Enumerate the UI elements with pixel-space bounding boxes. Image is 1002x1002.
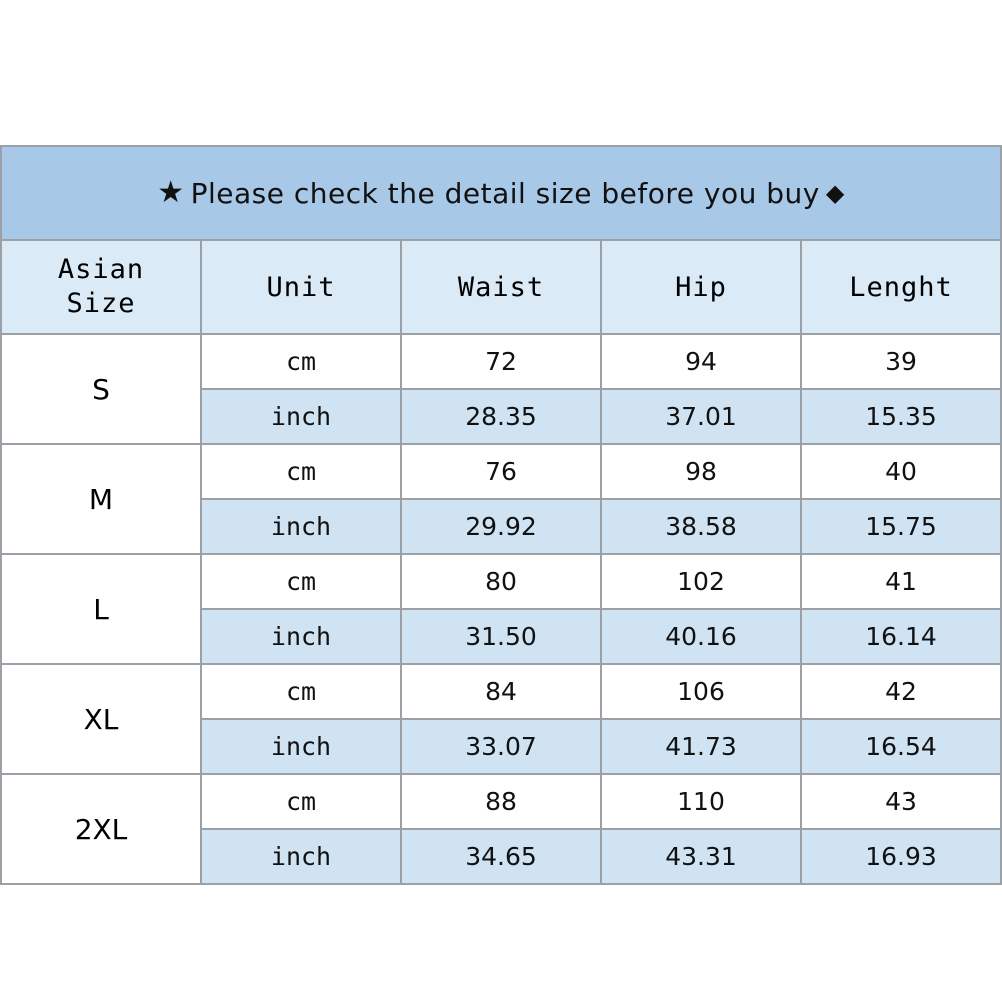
waist-value: 34.65 — [401, 829, 601, 884]
table-row — [1, 554, 1001, 609]
hip-value: 38.58 — [601, 499, 801, 554]
length-value: 43 — [801, 774, 1001, 829]
length-value: 39 — [801, 334, 1001, 389]
header-asian-size-line2: Size — [66, 288, 136, 319]
waist-value: 84 — [401, 664, 601, 719]
banner-cell — [1, 146, 1001, 240]
size-label: XL — [1, 664, 201, 774]
hip-value: 37.01 — [601, 389, 801, 444]
table-row — [1, 334, 1001, 389]
hip-value: 43.31 — [601, 829, 801, 884]
unit-label: cm — [201, 774, 401, 829]
waist-value: 31.50 — [401, 609, 601, 664]
header-hip: Hip — [601, 240, 801, 334]
unit-label: inch — [201, 499, 401, 554]
header-asian-size — [1, 240, 201, 334]
banner-text: Please check the detail size before you buy — [190, 176, 820, 210]
unit-label: inch — [201, 719, 401, 774]
table-row — [1, 444, 1001, 499]
length-value: 16.93 — [801, 829, 1001, 884]
unit-label: cm — [201, 664, 401, 719]
waist-value: 33.07 — [401, 719, 601, 774]
waist-value: 88 — [401, 774, 601, 829]
banner-row — [1, 146, 1001, 240]
star-icon: ★ — [157, 175, 185, 210]
header-asian-size-line1: Asian — [57, 254, 145, 286]
waist-value: 29.92 — [401, 499, 601, 554]
table-row — [1, 774, 1001, 829]
waist-value: 76 — [401, 444, 601, 499]
unit-label: cm — [201, 334, 401, 389]
unit-label: cm — [201, 444, 401, 499]
length-value: 41 — [801, 554, 1001, 609]
hip-value: 102 — [601, 554, 801, 609]
hip-value: 41.73 — [601, 719, 801, 774]
waist-value: 28.35 — [401, 389, 601, 444]
unit-label: inch — [201, 389, 401, 444]
size-label: L — [1, 554, 201, 664]
header-unit: Unit — [201, 240, 401, 334]
header-length: Lenght — [801, 240, 1001, 334]
unit-label: inch — [201, 609, 401, 664]
size-label: 2XL — [1, 774, 201, 884]
length-value: 15.35 — [801, 389, 1001, 444]
hip-value: 106 — [601, 664, 801, 719]
size-label: M — [1, 444, 201, 554]
waist-value: 72 — [401, 334, 601, 389]
size-label: S — [1, 334, 201, 444]
length-value: 16.54 — [801, 719, 1001, 774]
hip-value: 94 — [601, 334, 801, 389]
length-value: 16.14 — [801, 609, 1001, 664]
table-row — [1, 664, 1001, 719]
hip-value: 110 — [601, 774, 801, 829]
length-value: 42 — [801, 664, 1001, 719]
header-row — [1, 240, 1001, 334]
size-chart — [0, 145, 1002, 885]
length-value: 40 — [801, 444, 1001, 499]
hip-value: 40.16 — [601, 609, 801, 664]
unit-label: inch — [201, 829, 401, 884]
hip-value: 98 — [601, 444, 801, 499]
header-waist: Waist — [401, 240, 601, 334]
length-value: 15.75 — [801, 499, 1001, 554]
diamond-icon: ◆ — [825, 179, 845, 207]
waist-value: 80 — [401, 554, 601, 609]
size-chart-table — [0, 145, 1002, 885]
unit-label: cm — [201, 554, 401, 609]
